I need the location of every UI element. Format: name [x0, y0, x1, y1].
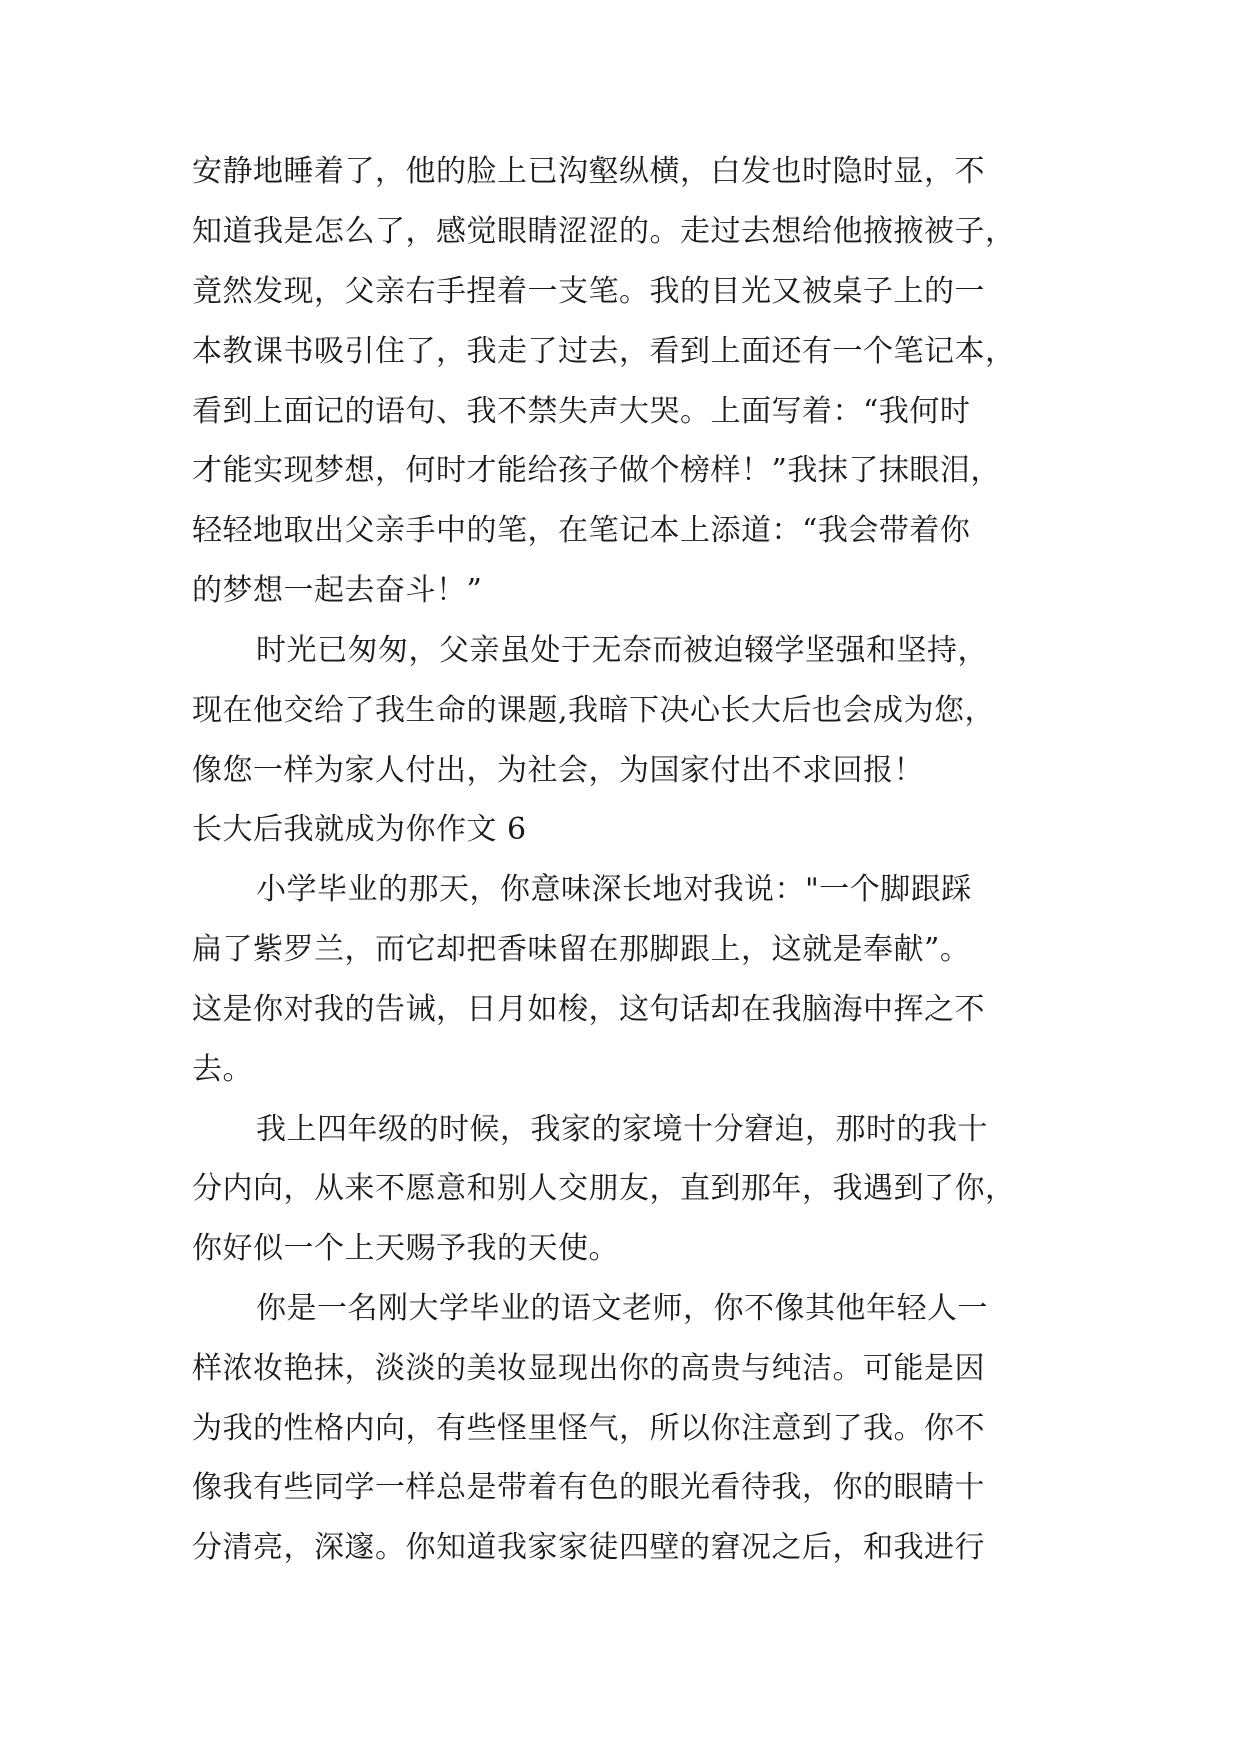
text-line: 看到上面记的语句、我不禁失声大哭。上面写着：“我何时 — [192, 394, 971, 429]
text-line: 去。 — [192, 1052, 253, 1087]
text-line: 扁了紫罗兰，而它却把香味留在那脚跟上，这就是奉献”。 — [192, 932, 971, 967]
text-line: 竟然发现，父亲右手捏着一支笔。我的目光又被桌子上的一 — [192, 274, 985, 309]
text-line: 现在他交给了我生命的课题,我暗下决心长大后也会成为您， — [192, 693, 996, 728]
text-line: 样浓妆艳抹，淡淡的美妆显现出你的高贵与纯洁。可能是因 — [192, 1351, 985, 1386]
text-line: 分清亮，深邃。你知道我家家徒四壁的窘况之后，和我进行 — [192, 1530, 985, 1565]
paragraph-start: 你是一名刚大学毕业的语文老师，你不像其他年轻人一 — [256, 1291, 988, 1326]
section-heading: 长大后我就成为你作文 6 — [192, 812, 527, 847]
paragraph-start: 我上四年级的时候，我家的家境十分窘迫，那时的我十 — [256, 1112, 988, 1147]
document-page — [192, 0, 1072, 1754]
text-line: 像我有些同学一样总是带着有色的眼光看待我，你的眼睛十 — [192, 1470, 985, 1505]
text-line: 本教课书吸引住了，我走了过去，看到上面还有一个笔记本， — [192, 334, 1016, 369]
paragraph-start: 小学毕业的那天，你意味深长地对我说："一个脚跟踩 — [256, 872, 972, 907]
text-line: 你好似一个上天赐予我的天使。 — [192, 1231, 619, 1266]
text-line: 的梦想一起去奋斗！” — [192, 573, 483, 608]
text-line: 轻轻地取出父亲手中的笔，在笔记本上添道：“我会带着你 — [192, 513, 971, 548]
text-line: 分内向，从来不愿意和别人交朋友，直到那年，我遇到了你， — [192, 1171, 1016, 1206]
text-line: 知道我是怎么了，感觉眼睛涩涩的。走过去想给他掖掖被子， — [192, 214, 1016, 249]
text-line: 像您一样为家人付出，为社会，为国家付出不求回报！ — [192, 753, 924, 788]
text-line: 这是你对我的告诫，日月如梭，这句话却在我脑海中挥之不 — [192, 992, 985, 1027]
text-line: 才能实现梦想，何时才能给孩子做个榜样！”我抹了抹眼泪， — [192, 453, 1001, 488]
paragraph-start: 时光已匆匆，父亲虽处于无奈而被迫辍学坚强和坚持， — [256, 633, 988, 668]
text-line: 安静地睡着了，他的脸上已沟壑纵横，白发也时隐时显，不 — [192, 154, 985, 189]
text-line: 为我的性格内向，有些怪里怪气，所以你注意到了我。你不 — [192, 1411, 985, 1446]
